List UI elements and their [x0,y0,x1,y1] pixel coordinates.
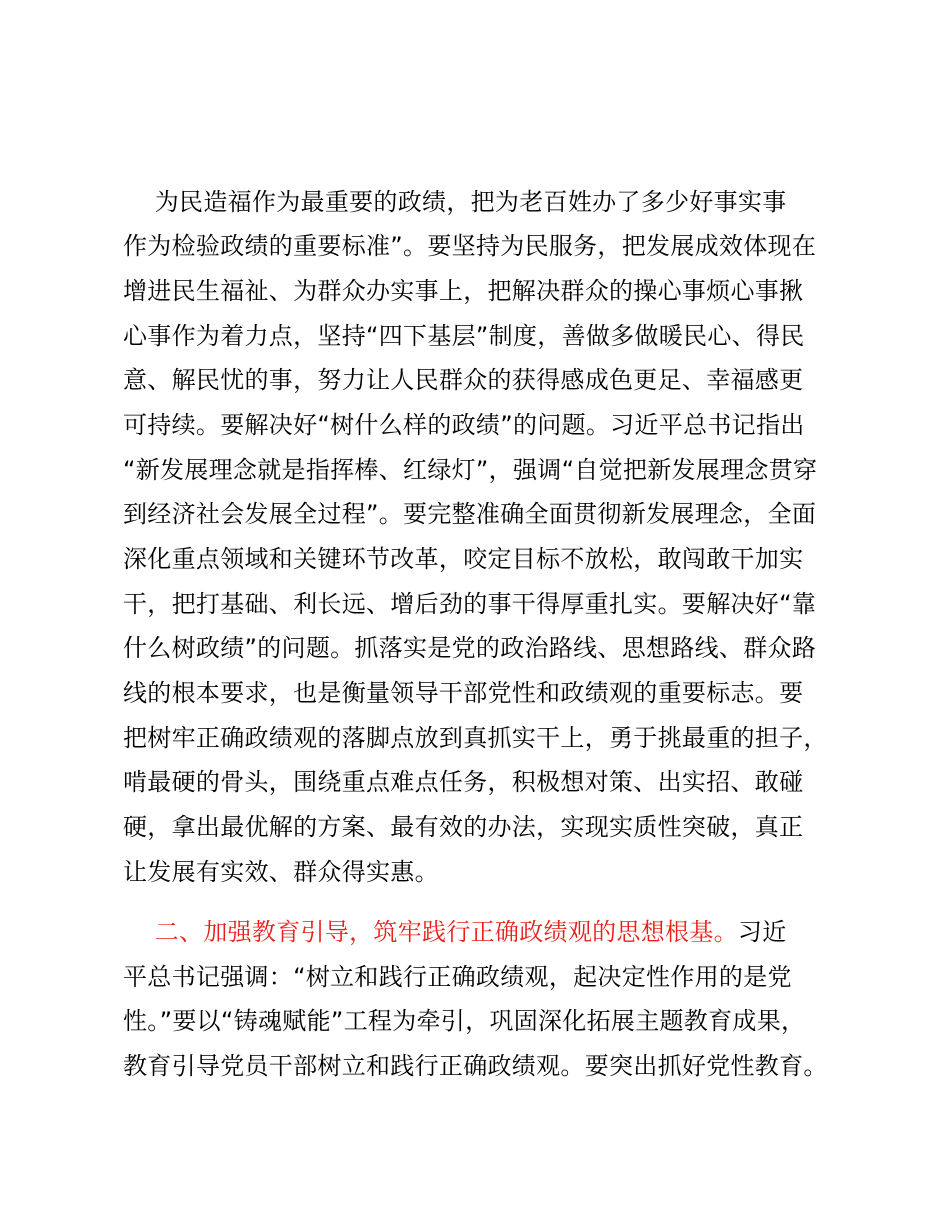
body-text-line: 为民造福作为最重要的政绩，把为老百姓办了多少好事实事 [123,188,787,216]
body-text-line: 什么树政绩”的问题。抓落实是党的政治路线、思想路线、群众路 [123,634,817,662]
section-heading-line [123,914,787,950]
body-text-line: 到经济社会发展全过程”。要完整准确全面贯彻新发展理念，全面 [123,500,817,528]
body-text-line: 增进民生福祉、为群众办实事上，把解决群众的操心事烦心事揪 [123,277,804,305]
body-text-line: 硬，拿出最优解的方案、最有效的办法，实现实质性突破，真正 [123,813,804,841]
body-text-line: “新发展理念就是指挥棒、红绿灯”，强调“自觉把新发展理念贯穿 [123,456,818,484]
body-text-line: 平总书记强调：“树立和践行正确政绩观，起决定性作用的是党 [123,963,792,991]
body-text-line: 把树牢正确政绩观的落脚点放到真抓实干上，勇于挑最重的担子， [123,724,828,752]
body-text-line: 线的根本要求，也是衡量领导干部党性和政绩观的重要标志。要 [123,679,804,707]
body-text-line: 心事作为着力点，坚持“四下基层”制度，善做多做暖民心、得民 [123,322,805,350]
body-text-line: 啃最硬的骨头，围绕重点难点任务，积极想对策、出实招、敢碰 [123,768,804,796]
section-heading: 二、加强教育引导，筑牢践行正确政绩观的思想根基。 [123,918,738,946]
body-text-line: 作为检验政绩的重要标准”。要坚持为民服务，把发展成效体现在 [123,232,817,260]
body-text-line: 干，把打基础、利长远、增后劲的事干得厚重扎实。要解决好“靠 [123,590,817,618]
body-text-line: 意、解民忧的事，努力让人民群众的获得感成色更足、幸福感更 [123,366,804,394]
body-text-line: 教育引导党员干部树立和践行正确政绩观。要突出抓好党性教育。 [123,1052,828,1080]
body-text-line: 深化重点领域和关键环节改革，咬定目标不放松，敢闯敢干加实 [123,545,804,573]
section-heading-tail: 习近 [737,918,787,946]
body-text-line: 让发展有实效、群众得实惠。 [123,858,439,886]
body-text-line: 可持续。要解决好“树什么样的政绩”的问题。习近平总书记指出 [123,411,805,439]
body-text-line: 性。”要以“铸魂赋能”工程为牵引，巩固深化拓展主题教育成果， [123,1007,806,1035]
